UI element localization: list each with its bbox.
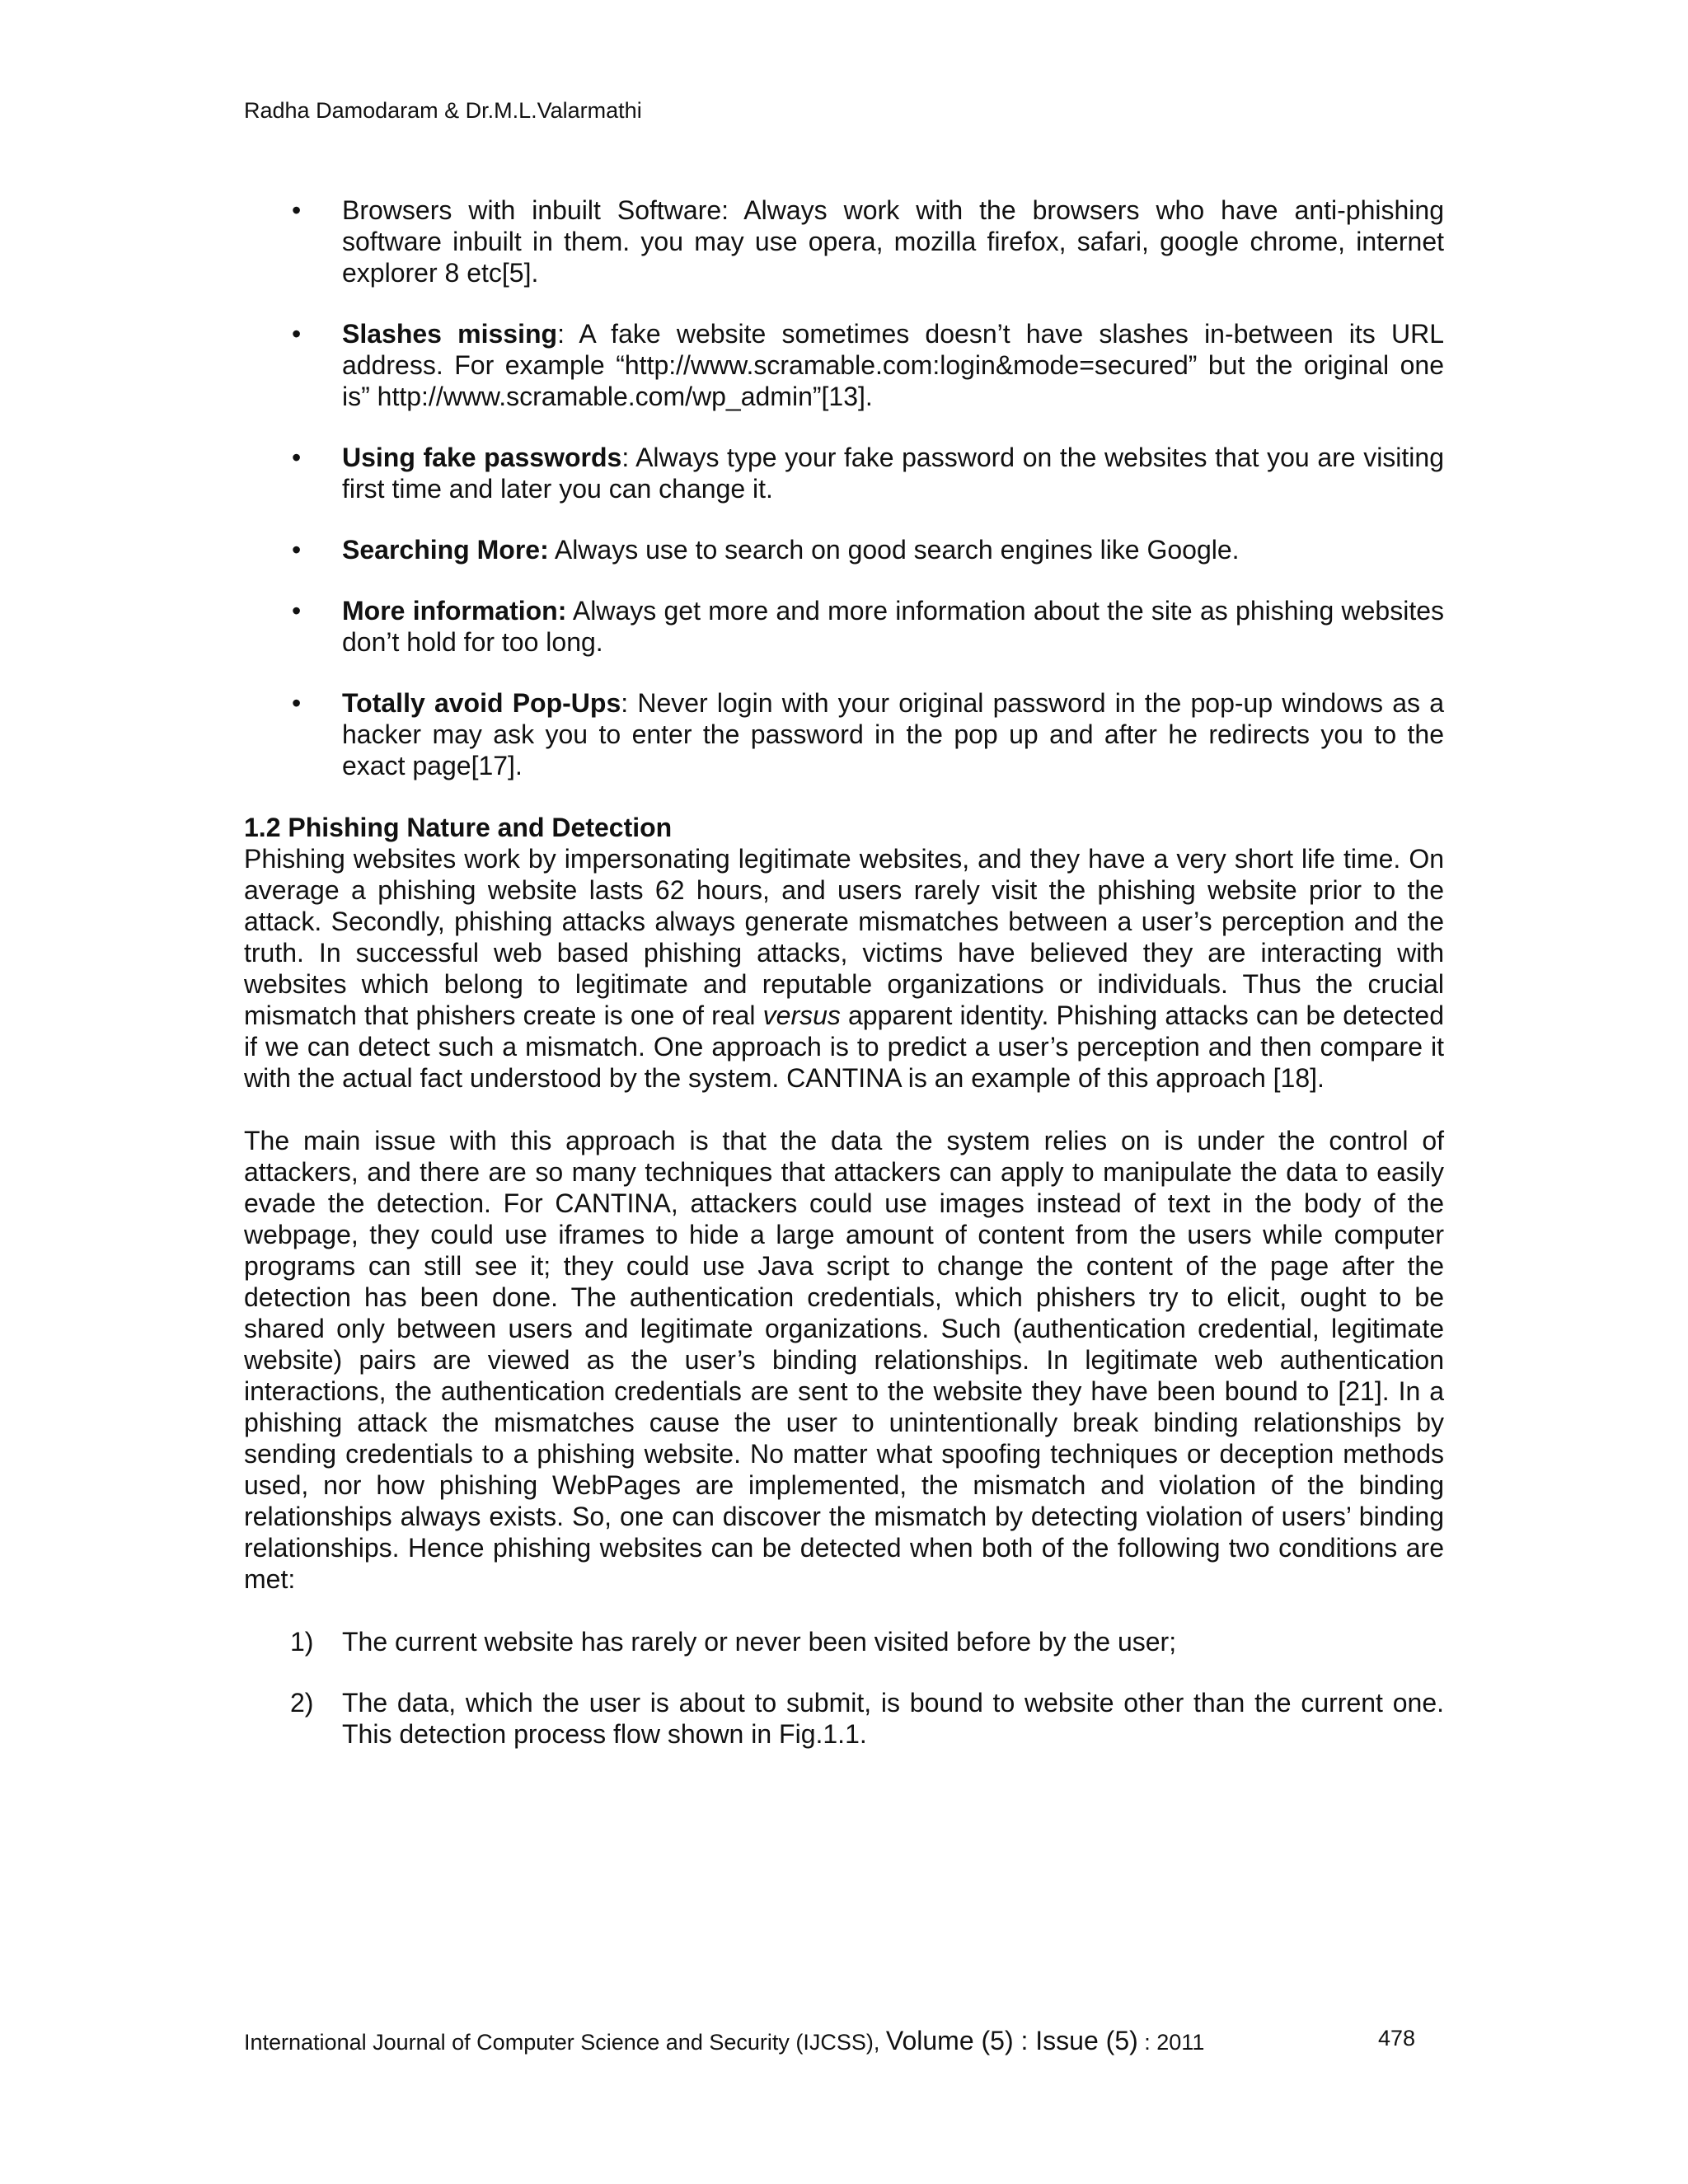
list-item	[244, 1687, 1444, 1750]
journal-name: International Journal of Computer Science and Security (IJCSS),	[244, 2030, 886, 2055]
running-header: Radha Damodaram & Dr.M.L.Valarmathi	[244, 98, 642, 123]
list-item-text: The data, which the user is about to submit, is bound to website other than the current one. This detection process flow shown in Fig.1.1.	[342, 1688, 1444, 1749]
list-item	[244, 318, 1444, 412]
paragraph-text: apparent identity. Phishing attacks can be detected if we can detect such a mismatch. One approach is to predict a user’s perception and then compare it with the actual fact understood by the system. CANTINA is an example of this approach [18].	[244, 1001, 1445, 1093]
list-item-term: Searching More:	[342, 535, 549, 565]
list-item-text: The current website has rarely or never been visited before by the user;	[342, 1627, 1177, 1657]
paragraph-text: Phishing websites work by impersonating legitimate websites, and they have a very short life time. On average a phishing website lasts 62 hours, and users rarely visit the phishing website prior to the attack. Secondly, phishing attacks always generate mismatches between a user’s perception and the truth. In successful web based phishing attacks, victims have believed they are interacting with websites which belong to legitimate and reputable organizations or individuals. Thus the crucial mismatch that phishers create is one of real	[244, 844, 1444, 1030]
list-item-term: Slashes missing	[342, 319, 558, 349]
list-number: 2)	[290, 1688, 314, 1718]
bullet-icon: •	[292, 596, 302, 626]
tips-list	[244, 194, 1444, 781]
volume-issue: Volume (5) : Issue (5)	[885, 2026, 1138, 2055]
bullet-icon: •	[292, 195, 302, 225]
list-item-text: Always use to search on good search engines like Google.	[548, 535, 1240, 565]
section-heading: 1.2 Phishing Nature and Detection	[244, 813, 673, 842]
paragraph-main-issue: The main issue with this approach is that the data the system relies on is under the control of attackers, and there are so many techniques that attackers can apply to manipulate the data to easily evade the detection. For CANTINA, attackers could use images instead of text in the body of the webpage, they could use iframes to hide a large amount of content from the users while computer programs can still see it; they could use Java script to change the content of the page after the detection has been done. The authentication credentials, which phishers try to elicit, ought to be shared only between users and legitimate organizations. Such (authentication credential, legitimate website) pairs are viewed as the user’s binding relationships. In legitimate web authentication interactions, the authentication credentials are sent to the website they have been bound to [21]. In a phishing attack the mismatches cause the user to unintentionally break binding relationships by sending credentials to a phishing website. No matter what spoofing techniques or deception methods used, nor how phishing WebPages are implemented, the mismatch and violation of the binding relationships always exists. So, one can discover the mismatch by detecting violation of users’ binding relationships. Hence phishing websites can be detected when both of the following two conditions are met:	[244, 1126, 1444, 1594]
page-content	[244, 194, 1444, 1779]
list-item-term: Totally avoid Pop-Ups	[342, 688, 621, 718]
list-item	[244, 534, 1444, 565]
page-number: 478	[1378, 2026, 1416, 2050]
bullet-icon: •	[292, 535, 302, 565]
list-item-term: Using fake passwords	[342, 443, 622, 472]
running-footer	[244, 2025, 1204, 2056]
list-number: 1)	[290, 1627, 314, 1657]
list-item-text: Browsers with inbuilt Software: Always work with the browsers who have anti-phishing software inbuilt in them. you may use opera, mozilla firefox, safari, google chrome, internet explorer 8 etc[5].	[342, 195, 1444, 288]
italic-term: versus	[762, 1001, 841, 1030]
list-item-text: Always get more and more information about the site as phishing websites don’t hold for too long.	[342, 596, 1445, 657]
list-item-term: More information:	[342, 596, 567, 626]
list-item-text: : Always type your fake password on the websites that you are visiting first time and later you can change it.	[342, 443, 1445, 504]
list-item-text: : A fake website sometimes doesn’t have slashes in-between its URL address. For example “http://www.scramable.com:login&mode=secured” but the original one is” http://www.scramable.com/wp_admin”[13].	[342, 319, 1445, 411]
paragraph-phishing-nature	[244, 843, 1444, 1094]
list-item	[244, 442, 1444, 504]
footer-year: : 2011	[1137, 2030, 1205, 2055]
bullet-icon: •	[292, 443, 302, 472]
bullet-icon: •	[292, 688, 302, 718]
conditions-list	[244, 1626, 1444, 1750]
list-item-text: : Never login with your original password in the pop-up windows as a hacker may ask you to enter the password in the pop up and after he redirects you to the exact page[17].	[342, 688, 1445, 780]
list-item	[244, 595, 1444, 658]
list-item	[244, 1626, 1444, 1657]
bullet-icon: •	[292, 319, 302, 349]
list-item	[244, 687, 1444, 781]
list-item	[244, 194, 1444, 288]
